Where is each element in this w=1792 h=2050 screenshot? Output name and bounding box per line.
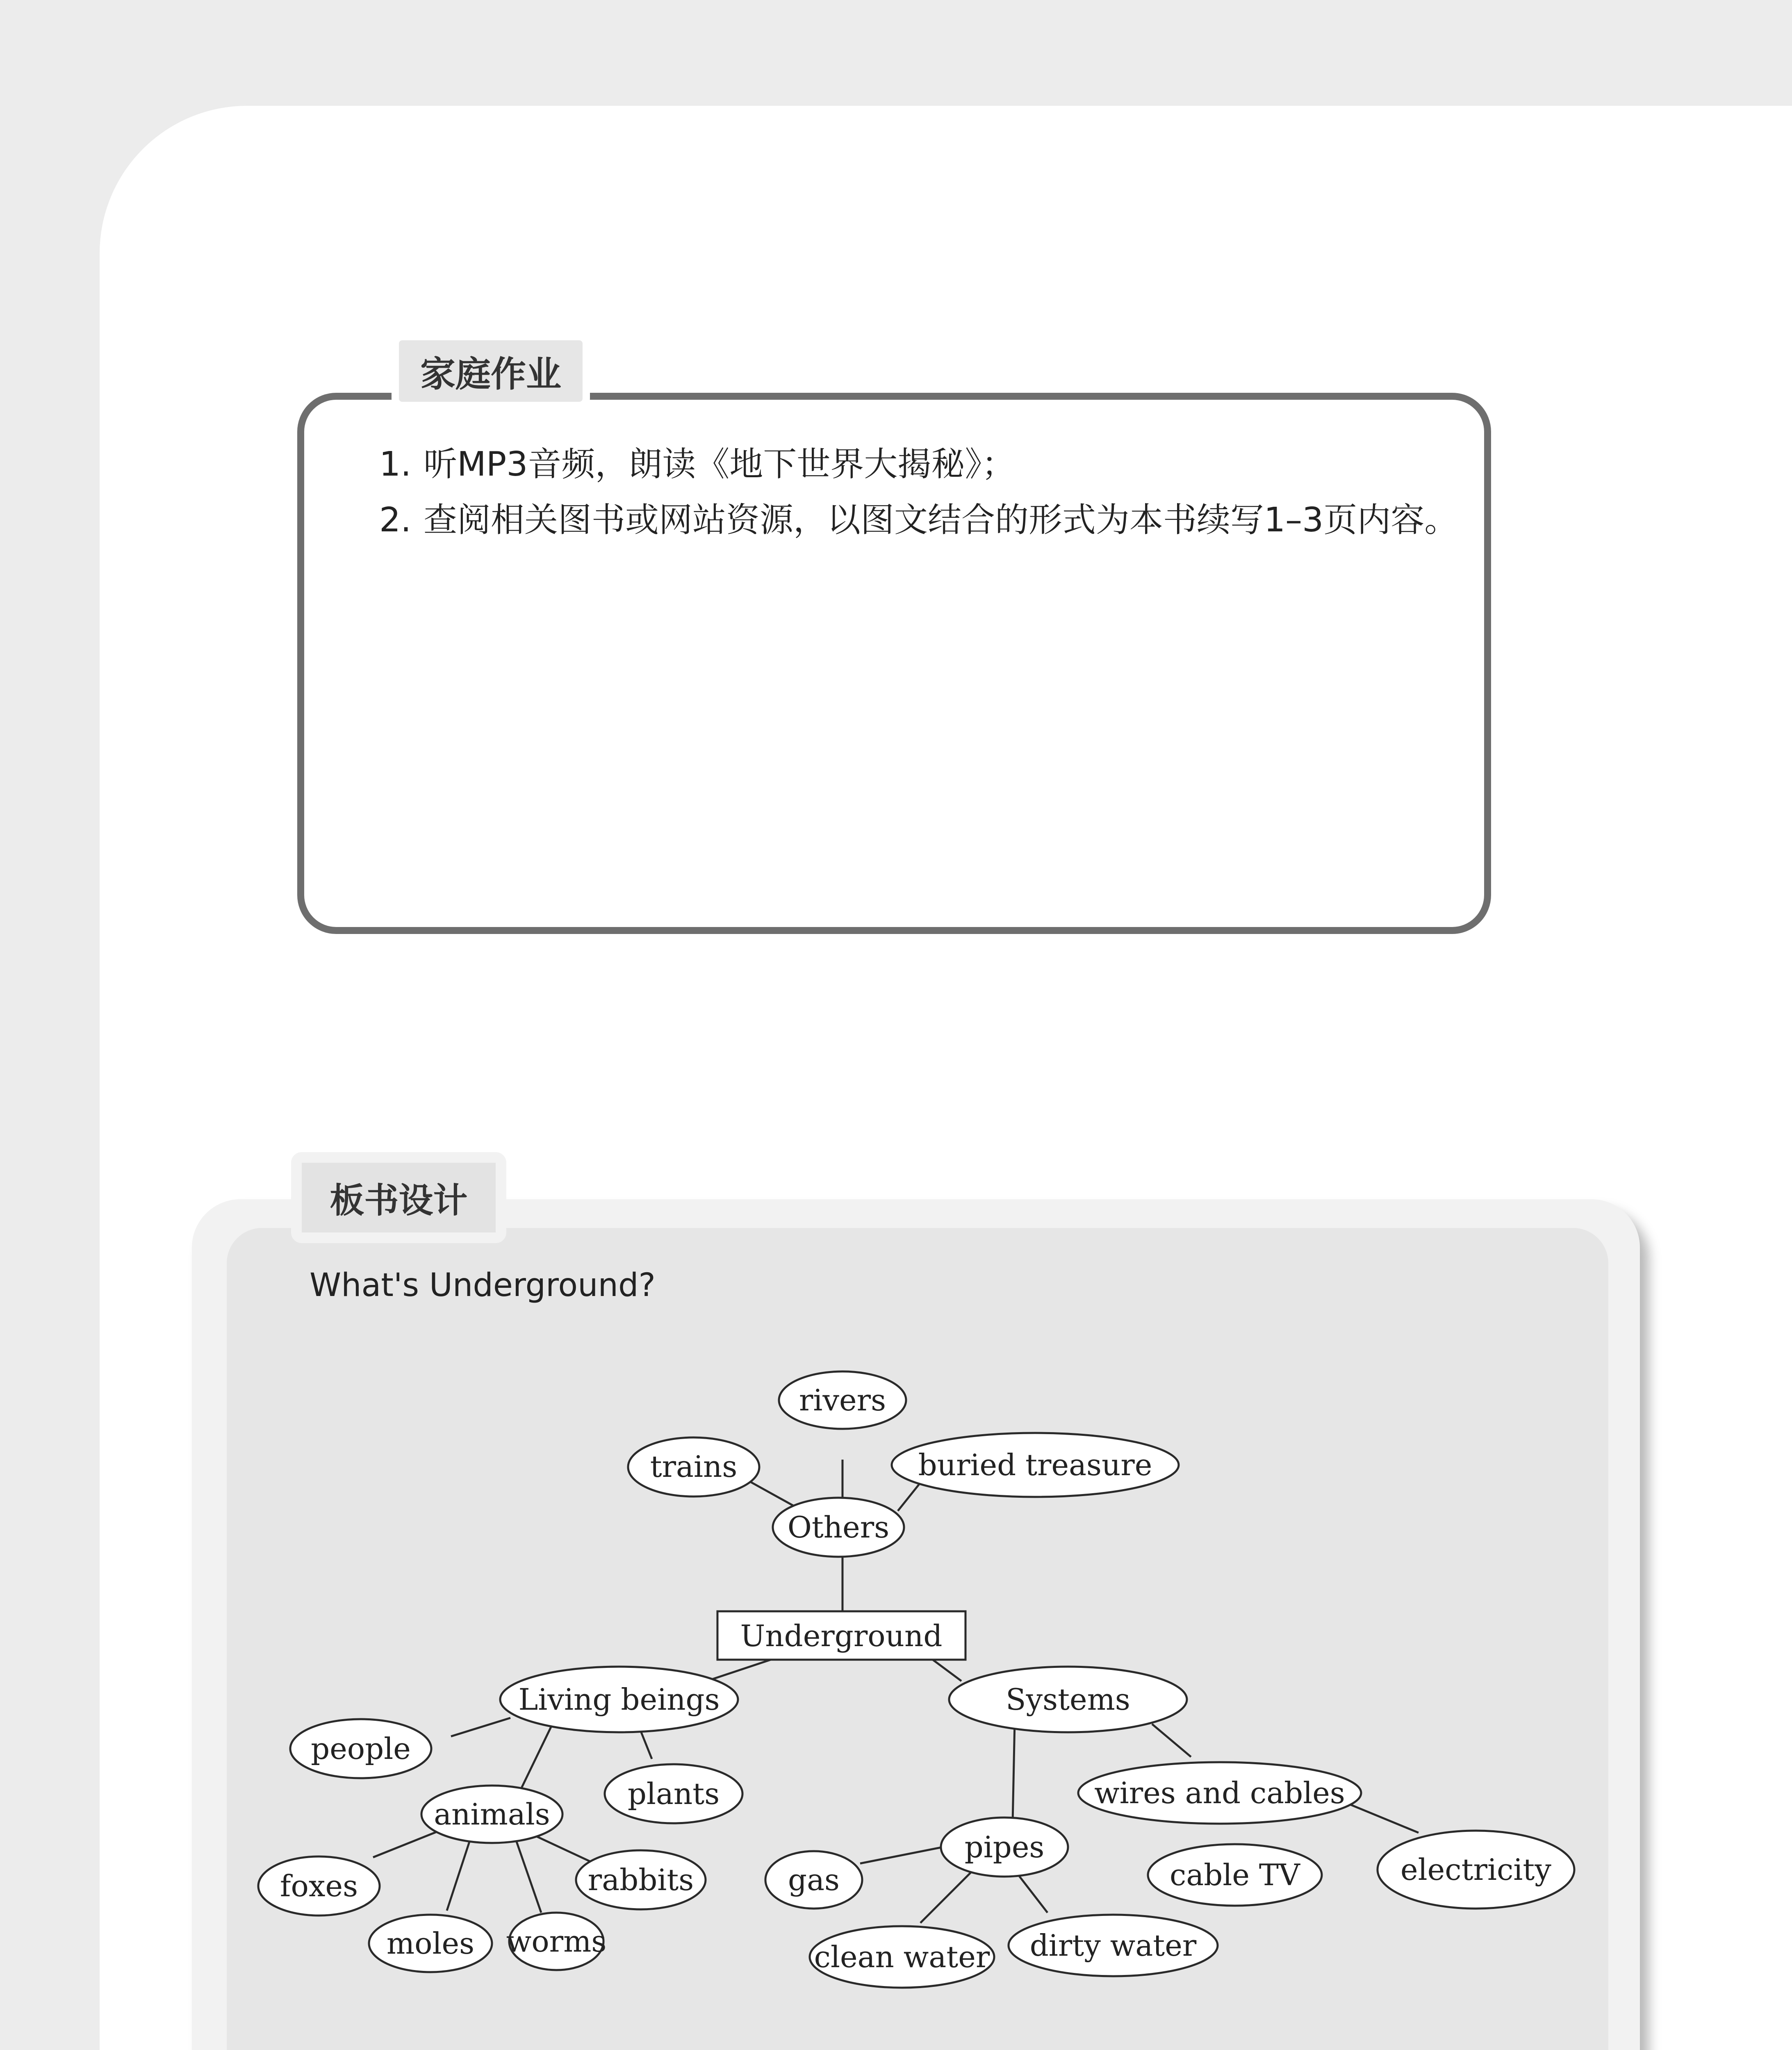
node-gas-label: gas	[788, 1863, 840, 1897]
node-trains-label: trains	[650, 1449, 738, 1484]
node-animals-label: animals	[434, 1797, 550, 1831]
node-living-beings-label: Living beings	[518, 1682, 720, 1717]
node-pipes-label: pipes	[964, 1830, 1045, 1864]
node-plants	[605, 1764, 742, 1823]
node-others-label: Others	[787, 1510, 890, 1544]
homework-heading: 家庭作业	[392, 333, 590, 409]
node-people	[290, 1719, 431, 1778]
node-buried-treasure-label: buried treasure	[918, 1448, 1152, 1482]
node-trains	[628, 1437, 759, 1496]
node-rabbits	[576, 1850, 706, 1909]
node-foxes-label: foxes	[280, 1869, 358, 1903]
node-moles	[369, 1915, 492, 1972]
node-underground	[717, 1611, 965, 1660]
homework-item-text: 听MP3音频，朗读《地下世界大揭秘》；	[424, 445, 1016, 484]
node-electricity	[1378, 1831, 1574, 1909]
node-others	[773, 1498, 904, 1557]
node-cable-tv	[1148, 1844, 1322, 1906]
node-plants-label: plants	[627, 1777, 720, 1811]
homework-item-text: 查阅相关图书或网站资源，以图文结合的形式为本书续写1–3页内容。	[424, 501, 1458, 540]
blackboard-title: What's Underground?	[310, 1267, 656, 1304]
node-living-beings	[500, 1667, 738, 1732]
node-wires-and-cables-label: wires and cables	[1094, 1776, 1345, 1810]
blackboard-heading: 板书设计	[291, 1152, 506, 1243]
node-people-label: people	[311, 1731, 411, 1766]
node-rabbits-label: rabbits	[587, 1863, 694, 1897]
node-cable-tv-label: cable TV	[1170, 1858, 1300, 1892]
node-rivers-label: rivers	[799, 1383, 886, 1417]
node-dirty-water	[1009, 1915, 1218, 1976]
node-gas	[765, 1851, 862, 1909]
node-electricity-label: electricity	[1400, 1852, 1551, 1887]
homework-item-number: 2.	[379, 501, 412, 540]
node-pipes	[941, 1818, 1068, 1877]
node-worms-label: worms	[506, 1924, 607, 1959]
node-rivers	[779, 1371, 906, 1429]
node-underground-label: Underground	[740, 1619, 943, 1653]
node-systems-label: Systems	[1006, 1682, 1130, 1717]
node-foxes	[258, 1856, 380, 1916]
node-dirty-water-label: dirty water	[1029, 1928, 1197, 1963]
node-systems	[949, 1667, 1187, 1732]
node-buried-treasure	[892, 1433, 1179, 1497]
node-clean-water-label: clean water	[814, 1940, 990, 1974]
homework-item-number: 1.	[379, 445, 412, 484]
node-moles-label: moles	[386, 1926, 475, 1961]
node-wires-and-cables	[1078, 1762, 1361, 1824]
node-worms	[506, 1913, 607, 1970]
node-animals	[421, 1786, 562, 1843]
node-clean-water	[810, 1926, 994, 1988]
